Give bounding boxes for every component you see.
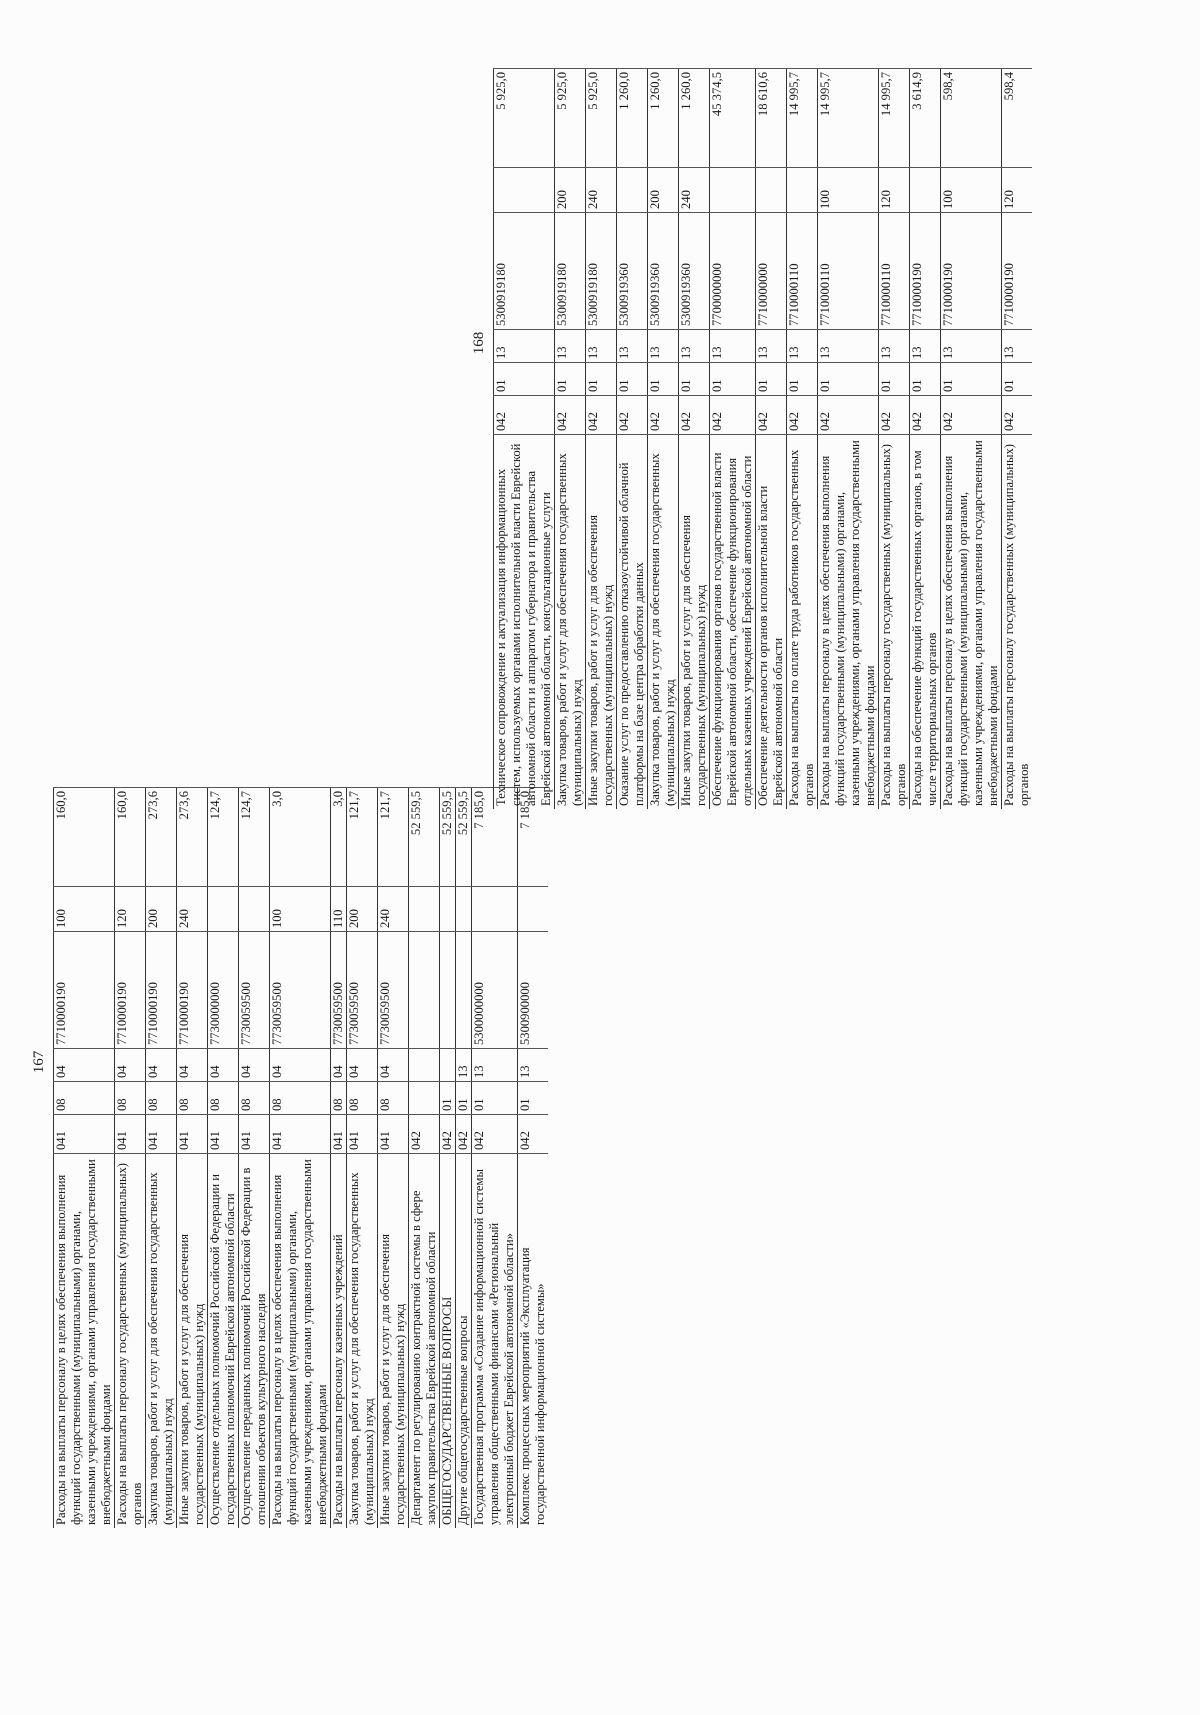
table-row: [456, 788, 472, 1529]
expense-type-cell: [518, 887, 549, 932]
table-row: [208, 788, 239, 1529]
subsection-code-cell: 13: [1002, 330, 1033, 363]
row-name-cell: Закупка товаров, работ и услуг для обеспечения государственных (муниципальных) нужд: [347, 1154, 378, 1529]
subsection-code-cell: 13: [555, 330, 586, 363]
section-code-cell: 01: [756, 363, 787, 396]
expense-type-cell: 200: [648, 168, 679, 213]
row-name-cell: Расходы на выплаты персоналу в целях обеспечения выполнения функций государственными (муниципальными) органами, казенными учреждениями, органами управления государственными внебюджетными фондами: [270, 1154, 331, 1529]
row-name-cell: Закупка товаров, работ и услуг для обеспечения государственных (муниципальных) нужд: [555, 435, 586, 810]
row-name-cell: Оказание услуг по предоставлению отказоустойчивой облачной платформы на базе центра обработки данных: [617, 435, 648, 810]
row-name-cell: Обеспечение деятельности органов исполнительной власти Еврейской автономной области: [756, 435, 787, 810]
row-name-cell: Расходы на выплаты персоналу в целях обеспечения выполнения функций государственными (муниципальными) органами, казенными учреждениями, органами управления государственными внебюджетными фондами: [818, 435, 879, 810]
row-name-cell: Расходы на выплаты персоналу в целях обеспечения выполнения функций государственными (муниципальными) органами, казенными учреждениями, органами управления государственными внебюджетными фондами: [54, 1154, 115, 1529]
section-code-cell: 08: [146, 1082, 177, 1115]
section-code-cell: 08: [270, 1082, 331, 1115]
grbs-code-cell: 041: [54, 1115, 115, 1154]
target-article-cell: 5300919360: [617, 213, 648, 330]
row-name-cell: Осуществление отдельных полномочий Российской Федерации и государственных полномочий Еврейской автономной области: [208, 1154, 239, 1529]
section-code-cell: 01: [555, 363, 586, 396]
row-name-cell: Иные закупки товаров, работ и услуг для обеспечения государственных (муниципальных) нужд: [586, 435, 617, 810]
grbs-code-cell: 042: [472, 1115, 518, 1154]
target-article-cell: 5300919180: [586, 213, 617, 330]
target-article-cell: 7710000190: [115, 932, 146, 1049]
expense-type-cell: [787, 168, 818, 213]
subsection-code-cell: 13: [586, 330, 617, 363]
subsection-code-cell: 04: [347, 1049, 378, 1082]
subsection-code-cell: [440, 1049, 456, 1082]
table-row: [270, 788, 331, 1529]
amount-cell: 3,0: [270, 788, 331, 887]
target-article-cell: 7710000190: [941, 213, 1002, 330]
target-article-cell: [456, 932, 472, 1049]
section-code-cell: 01: [710, 363, 756, 396]
amount-cell: 52 559,5: [456, 788, 472, 887]
target-article-cell: 5300919360: [648, 213, 679, 330]
table-row: [756, 69, 787, 810]
expense-type-cell: 200: [555, 168, 586, 213]
expense-type-cell: 110: [331, 887, 347, 932]
section-code-cell: 01: [787, 363, 818, 396]
expense-type-cell: 240: [378, 887, 409, 932]
grbs-code-cell: 041: [270, 1115, 331, 1154]
grbs-code-cell: 042: [941, 396, 1002, 435]
row-name-cell: Расходы на выплаты персоналу в целях обеспечения выполнения функций государственными (муниципальными) органами, казенными учреждениями, органами управления государственными внебюджетными фондами: [941, 435, 1002, 810]
page-168: [469, 0, 1029, 813]
table-row: [347, 788, 378, 1529]
expense-type-cell: 240: [177, 887, 208, 932]
row-name-cell: Обеспечение функционирования органов государственной власти Еврейской автономной области, обеспечение функционирования отдельных казенных учреждений Еврейской автономной области: [710, 435, 756, 810]
subsection-code-cell: 04: [208, 1049, 239, 1082]
target-article-cell: 5300919180: [555, 213, 586, 330]
row-name-cell: Другие общегосударственные вопросы: [456, 1154, 472, 1529]
grbs-code-cell: 041: [177, 1115, 208, 1154]
expense-type-cell: 100: [941, 168, 1002, 213]
expense-type-cell: [910, 168, 941, 213]
amount-cell: 273,6: [177, 788, 208, 887]
target-article-cell: [440, 932, 456, 1049]
grbs-code-cell: 042: [756, 396, 787, 435]
row-name-cell: Иные закупки товаров, работ и услуг для обеспечения государственных (муниципальных) нужд: [378, 1154, 409, 1529]
expense-type-cell: [440, 887, 456, 932]
subsection-code-cell: 04: [146, 1049, 177, 1082]
row-name-cell: Департамент по регулированию контрактной системы в сфере закупок правительства Еврейской автономной области: [409, 1154, 440, 1529]
amount-cell: 121,7: [347, 788, 378, 887]
budget-table: [53, 787, 548, 1528]
subsection-code-cell: 13: [787, 330, 818, 363]
table-row: [941, 69, 1002, 810]
amount-cell: 1 260,0: [648, 69, 679, 168]
amount-cell: 1 260,0: [617, 69, 648, 168]
grbs-code-cell: 042: [617, 396, 648, 435]
amount-cell: 14 995,7: [879, 69, 910, 168]
target-article-cell: 7730059500: [270, 932, 331, 1049]
table-row: [472, 788, 518, 1529]
table-row: [378, 788, 409, 1529]
amount-cell: 5 925,0: [555, 69, 586, 168]
amount-cell: 45 374,5: [710, 69, 756, 168]
table-row: [617, 69, 648, 810]
amount-cell: 14 995,7: [787, 69, 818, 168]
section-code-cell: 01: [679, 363, 710, 396]
expense-type-cell: 100: [818, 168, 879, 213]
expense-type-cell: 120: [1002, 168, 1033, 213]
expense-type-cell: 120: [115, 887, 146, 932]
subsection-code-cell: [409, 1049, 440, 1082]
table-row: [879, 69, 910, 810]
target-article-cell: 7730059500: [331, 932, 347, 1049]
subsection-code-cell: 04: [331, 1049, 347, 1082]
row-name-cell: Расходы на обеспечение функций государственных органов, в том числе территориальных органов: [910, 435, 941, 810]
expense-type-cell: [409, 887, 440, 932]
amount-cell: 5 925,0: [494, 69, 555, 168]
table-row: [586, 69, 617, 810]
expense-type-cell: 120: [879, 168, 910, 213]
grbs-code-cell: 042: [586, 396, 617, 435]
grbs-code-cell: 041: [146, 1115, 177, 1154]
table-row: [54, 788, 115, 1529]
table-row: [115, 788, 146, 1529]
table-row: [787, 69, 818, 810]
grbs-code-cell: 041: [208, 1115, 239, 1154]
grbs-code-cell: 042: [787, 396, 818, 435]
section-code-cell: 01: [456, 1082, 472, 1115]
row-name-cell: Осуществление переданных полномочий Российской Федерации в отношении объектов культурного наследия: [239, 1154, 270, 1529]
target-article-cell: 7730059500: [347, 932, 378, 1049]
section-code-cell: 01: [941, 363, 1002, 396]
expense-type-cell: 100: [54, 887, 115, 932]
table-row: [679, 69, 710, 810]
table-row: [818, 69, 879, 810]
grbs-code-cell: 042: [910, 396, 941, 435]
row-name-cell: Расходы на выплаты персоналу государственных (муниципальных) органов: [115, 1154, 146, 1529]
table-row: [910, 69, 941, 810]
amount-cell: 3 614,9: [910, 69, 941, 168]
subsection-code-cell: 04: [177, 1049, 208, 1082]
row-name-cell: Техническое сопровождение и актуализация информационных систем, используемых органами исполнительной власти Еврейской автономной области и аппаратом губернатора и правительства Еврейской автономной области, консультационные услуги: [494, 435, 555, 810]
page-number: 167: [31, 1050, 47, 1074]
grbs-code-cell: 042: [818, 396, 879, 435]
grbs-code-cell: 041: [347, 1115, 378, 1154]
table-row: [177, 788, 208, 1529]
grbs-code-cell: 042: [710, 396, 756, 435]
amount-cell: 160,0: [54, 788, 115, 887]
expense-type-cell: [710, 168, 756, 213]
section-code-cell: 01: [617, 363, 648, 396]
grbs-code-cell: 042: [879, 396, 910, 435]
row-name-cell: Расходы на выплаты персоналу казенных учреждений: [331, 1154, 347, 1529]
amount-cell: 124,7: [208, 788, 239, 887]
subsection-code-cell: 13: [518, 1049, 549, 1082]
subsection-code-cell: 13: [494, 330, 555, 363]
grbs-code-cell: 042: [409, 1115, 440, 1154]
section-code-cell: 01: [472, 1082, 518, 1115]
row-name-cell: Иные закупки товаров, работ и услуг для обеспечения государственных (муниципальных) нужд: [177, 1154, 208, 1529]
target-article-cell: 7710000190: [54, 932, 115, 1049]
grbs-code-cell: 042: [494, 396, 555, 435]
target-article-cell: 7730000000: [208, 932, 239, 1049]
amount-cell: 273,6: [146, 788, 177, 887]
amount-cell: 124,7: [239, 788, 270, 887]
subsection-code-cell: 04: [270, 1049, 331, 1082]
target-article-cell: 7730059500: [378, 932, 409, 1049]
amount-cell: 52 559,5: [409, 788, 440, 887]
amount-cell: 5 925,0: [586, 69, 617, 168]
target-article-cell: 5300919180: [494, 213, 555, 330]
subsection-code-cell: 04: [115, 1049, 146, 1082]
row-name-cell: Расходы на выплаты персоналу государственных (муниципальных) органов: [1002, 435, 1033, 810]
budget-table: [493, 68, 1032, 809]
section-code-cell: 01: [440, 1082, 456, 1115]
subsection-code-cell: 13: [679, 330, 710, 363]
section-code-cell: 01: [879, 363, 910, 396]
table-row: [1002, 69, 1033, 810]
target-article-cell: 7710000190: [177, 932, 208, 1049]
amount-cell: 18 610,6: [756, 69, 787, 168]
subsection-code-cell: 13: [756, 330, 787, 363]
amount-cell: 160,0: [115, 788, 146, 887]
section-code-cell: 08: [239, 1082, 270, 1115]
page-number: 168: [471, 331, 487, 355]
amount-cell: 598,4: [941, 69, 1002, 168]
target-article-cell: 7710000110: [787, 213, 818, 330]
expense-type-cell: [756, 168, 787, 213]
expense-type-cell: 240: [679, 168, 710, 213]
grbs-code-cell: 042: [518, 1115, 549, 1154]
grbs-code-cell: 042: [555, 396, 586, 435]
expense-type-cell: [208, 887, 239, 932]
row-name-cell: Комплекс процессных мероприятий «Эксплуатация государственной информационной системы»: [518, 1154, 549, 1529]
amount-cell: 7 185,0: [518, 788, 549, 887]
section-code-cell: 08: [115, 1082, 146, 1115]
table-row: [648, 69, 679, 810]
subsection-code-cell: 13: [472, 1049, 518, 1082]
target-article-cell: 5300000000: [472, 932, 518, 1049]
table-row: [146, 788, 177, 1529]
section-code-cell: 01: [818, 363, 879, 396]
section-code-cell: 08: [208, 1082, 239, 1115]
subsection-code-cell: 13: [941, 330, 1002, 363]
subsection-code-cell: 13: [456, 1049, 472, 1082]
subsection-code-cell: 13: [648, 330, 679, 363]
target-article-cell: 7710000000: [756, 213, 787, 330]
grbs-code-cell: 041: [331, 1115, 347, 1154]
target-article-cell: 7700000000: [710, 213, 756, 330]
row-name-cell: Государственная программа «Создание информационной системы управления общественными финансами «Региональный электронный бюджет Еврейской автономной области»: [472, 1154, 518, 1529]
section-code-cell: 08: [347, 1082, 378, 1115]
amount-cell: 598,4: [1002, 69, 1033, 168]
target-article-cell: 5300919360: [679, 213, 710, 330]
table-row: [518, 788, 549, 1529]
row-name-cell: Иные закупки товаров, работ и услуг для обеспечения государственных (муниципальных) нужд: [679, 435, 710, 810]
amount-cell: 1 260,0: [679, 69, 710, 168]
row-name-cell: Расходы на выплаты персоналу государственных (муниципальных) органов: [879, 435, 910, 810]
row-name-cell: Закупка товаров, работ и услуг для обеспечения государственных (муниципальных) нужд: [146, 1154, 177, 1529]
expense-type-cell: 200: [146, 887, 177, 932]
section-code-cell: 01: [494, 363, 555, 396]
amount-cell: 3,0: [331, 788, 347, 887]
subsection-code-cell: 04: [54, 1049, 115, 1082]
section-code-cell: 08: [177, 1082, 208, 1115]
amount-cell: 7 185,0: [472, 788, 518, 887]
section-code-cell: 01: [910, 363, 941, 396]
table-row: [494, 69, 555, 810]
subsection-code-cell: 13: [910, 330, 941, 363]
grbs-code-cell: 041: [378, 1115, 409, 1154]
table-row: [409, 788, 440, 1529]
row-name-cell: Закупка товаров, работ и услуг для обеспечения государственных (муниципальных) нужд: [648, 435, 679, 810]
table-row: [710, 69, 756, 810]
grbs-code-cell: 042: [440, 1115, 456, 1154]
table-row: [239, 788, 270, 1529]
section-code-cell: 01: [518, 1082, 549, 1115]
subsection-code-cell: 13: [710, 330, 756, 363]
section-code-cell: 01: [1002, 363, 1033, 396]
amount-cell: 52 559,5: [440, 788, 456, 887]
subsection-code-cell: 13: [818, 330, 879, 363]
section-code-cell: 08: [54, 1082, 115, 1115]
target-article-cell: 7710000190: [910, 213, 941, 330]
row-name-cell: Расходы на выплаты по оплате труда работников государственных органов: [787, 435, 818, 810]
subsection-code-cell: 04: [239, 1049, 270, 1082]
table-row: [440, 788, 456, 1529]
target-article-cell: 7730059500: [239, 932, 270, 1049]
subsection-code-cell: 04: [378, 1049, 409, 1082]
target-article-cell: 7710000110: [818, 213, 879, 330]
row-name-cell: ОБЩЕГОСУДАРСТВЕННЫЕ ВОПРОСЫ: [440, 1154, 456, 1529]
section-code-cell: [409, 1082, 440, 1115]
expense-type-cell: [472, 887, 518, 932]
section-code-cell: 01: [648, 363, 679, 396]
expense-type-cell: [456, 887, 472, 932]
expense-type-cell: 240: [586, 168, 617, 213]
amount-cell: 121,7: [378, 788, 409, 887]
subsection-code-cell: 13: [879, 330, 910, 363]
target-article-cell: [409, 932, 440, 1049]
grbs-code-cell: 042: [679, 396, 710, 435]
expense-type-cell: [617, 168, 648, 213]
amount-cell: 14 995,7: [818, 69, 879, 168]
subsection-code-cell: 13: [617, 330, 648, 363]
grbs-code-cell: 041: [239, 1115, 270, 1154]
budget-table-body: [494, 69, 1033, 810]
target-article-cell: 7710000190: [1002, 213, 1033, 330]
section-code-cell: 08: [378, 1082, 409, 1115]
budget-table-body: [54, 788, 549, 1529]
table-row: [555, 69, 586, 810]
target-article-cell: 5300900000: [518, 932, 549, 1049]
target-article-cell: 7710000110: [879, 213, 910, 330]
grbs-code-cell: 041: [115, 1115, 146, 1154]
expense-type-cell: [239, 887, 270, 932]
grbs-code-cell: 042: [648, 396, 679, 435]
expense-type-cell: 200: [347, 887, 378, 932]
table-row: [331, 788, 347, 1529]
expense-type-cell: [494, 168, 555, 213]
target-article-cell: 7710000190: [146, 932, 177, 1049]
grbs-code-cell: 042: [456, 1115, 472, 1154]
section-code-cell: 01: [586, 363, 617, 396]
grbs-code-cell: 042: [1002, 396, 1033, 435]
section-code-cell: 08: [331, 1082, 347, 1115]
expense-type-cell: 100: [270, 887, 331, 932]
